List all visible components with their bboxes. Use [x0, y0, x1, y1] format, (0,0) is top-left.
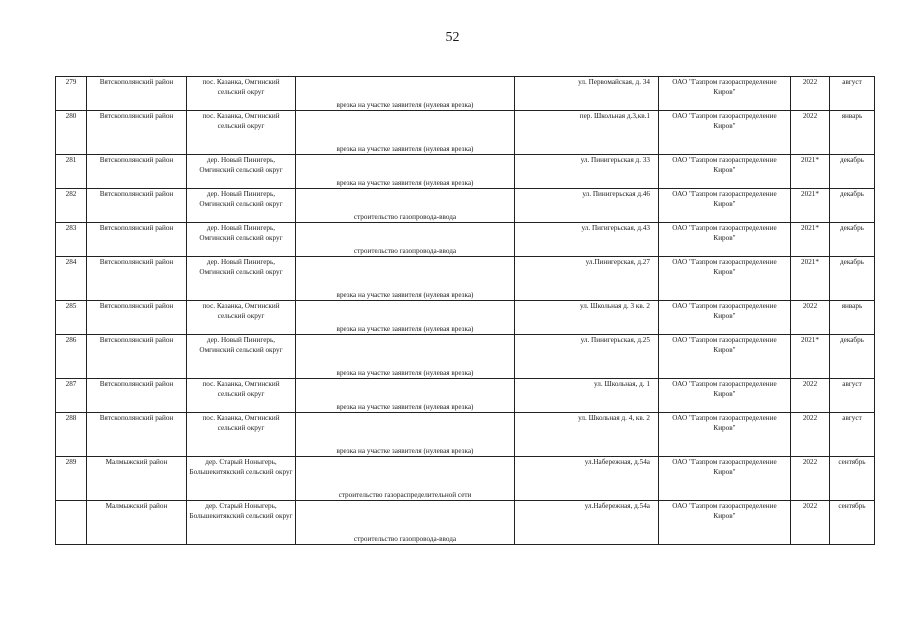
row-number-text: 288: [65, 414, 77, 422]
address-cell: [515, 77, 659, 111]
year-text: 2022: [802, 112, 818, 120]
district-cell: [87, 189, 187, 223]
address-cell: [515, 413, 659, 457]
settlement-text: дер. Новый Пинигерь, Омгинский сельский округ: [199, 224, 283, 243]
address-text: ул. Пинигерьская д.46: [582, 190, 650, 198]
settlement-cell: [187, 413, 296, 457]
row-number-text: 281: [65, 156, 77, 164]
row-number-text: 286: [65, 336, 77, 344]
month-cell: [830, 189, 875, 223]
row-number-cell: [56, 189, 87, 223]
month-cell: [830, 379, 875, 413]
row-number-cell: [56, 501, 87, 545]
address-text: ул.Набережная, д.54а: [584, 458, 650, 466]
settlement-cell: [187, 111, 296, 155]
row-number-cell: [56, 335, 87, 379]
year-text: 2022: [802, 458, 818, 466]
row-number-text: 279: [65, 78, 77, 86]
organization-cell: [659, 457, 791, 501]
month-cell: [830, 77, 875, 111]
organization-cell: [659, 501, 791, 545]
settlement-cell: [187, 301, 296, 335]
organization-text: ОАО "Газпром газораспределение Киров": [672, 224, 777, 243]
organization-text: ОАО "Газпром газораспределение Киров": [672, 336, 777, 355]
organization-text: ОАО "Газпром газораспределение Киров": [672, 380, 777, 399]
address-text: пер. Школьная д.3,кв.1: [579, 112, 650, 120]
year-cell: [791, 111, 830, 155]
year-cell: [791, 155, 830, 189]
row-number-cell: [56, 77, 87, 111]
district-cell: [87, 413, 187, 457]
address-text: ул. Пигигерьская, д.43: [581, 224, 650, 232]
year-text: 2022: [802, 78, 818, 86]
row-number-text: 282: [65, 190, 77, 198]
district-text: Вятскополянский район: [99, 190, 174, 198]
month-text: январь: [841, 112, 863, 120]
organization-text: ОАО "Газпром газораспределение Киров": [672, 502, 777, 521]
organization-text: ОАО "Газпром газораспределение Киров": [672, 414, 777, 433]
row-number-text: 287: [65, 380, 77, 388]
month-text: декабрь: [840, 224, 864, 232]
work-type-text: врезка на участке заявителя (нулевая врезка): [336, 402, 474, 411]
address-cell: [515, 111, 659, 155]
settlement-text: пос. Казанка, Омгинский сельский округ: [202, 112, 280, 131]
month-cell: [830, 457, 875, 501]
month-cell: [830, 335, 875, 379]
year-cell: [791, 379, 830, 413]
work-type-text: врезка на участке заявителя (нулевая врезка): [336, 290, 474, 299]
settlement-text: пос. Казанка, Омгинский сельский округ: [202, 380, 280, 399]
settlement-text: пос. Казанка, Омгинский сельский округ: [202, 302, 280, 321]
settlement-text: дер. Старый Ноныгерь, Большекитякский сельский округ: [189, 458, 293, 477]
organization-cell: [659, 77, 791, 111]
row-number-cell: [56, 413, 87, 457]
work-type-text: врезка на участке заявителя (нулевая врезка): [336, 144, 474, 153]
year-text: 2022: [802, 502, 818, 510]
address-cell: [515, 257, 659, 301]
settlement-text: дер. Новый Пинигерь, Омгинский сельский округ: [199, 336, 283, 355]
organization-text: ОАО "Газпром газораспределение Киров": [672, 258, 777, 277]
settlement-cell: [187, 155, 296, 189]
address-text: ул.Набережная, д.54а: [584, 502, 650, 510]
district-text: Малмыжский район: [105, 502, 168, 510]
year-text: 2021*: [801, 224, 819, 232]
address-text: ул. Школьная д. 4, кв. 2: [578, 414, 650, 422]
year-text: 2021*: [801, 190, 819, 198]
year-cell: [791, 413, 830, 457]
row-number-cell: [56, 301, 87, 335]
work-type-text: строительство газопровода-ввода: [353, 534, 457, 543]
district-text: Вятскополянский район: [99, 414, 174, 422]
table-row: [56, 77, 875, 111]
registry-table: [55, 76, 875, 545]
district-cell: [87, 379, 187, 413]
address-cell: [515, 189, 659, 223]
district-text: Вятскополянский район: [99, 78, 174, 86]
district-cell: [87, 77, 187, 111]
work-type-text: строительство газопровода-ввода: [353, 212, 457, 221]
month-text: декабрь: [840, 258, 864, 266]
address-cell: [515, 155, 659, 189]
settlement-cell: [187, 379, 296, 413]
work-type-cell: [296, 413, 515, 457]
organization-cell: [659, 335, 791, 379]
work-type-cell: [296, 111, 515, 155]
settlement-cell: [187, 457, 296, 501]
district-cell: [87, 111, 187, 155]
address-cell: [515, 379, 659, 413]
row-number-text: 283: [65, 224, 77, 232]
year-cell: [791, 335, 830, 379]
settlement-text: пос. Казанка, Омгинский сельский округ: [202, 414, 280, 433]
address-cell: [515, 501, 659, 545]
organization-cell: [659, 379, 791, 413]
work-type-cell: [296, 335, 515, 379]
month-text: декабрь: [840, 156, 864, 164]
row-number-cell: [56, 457, 87, 501]
settlement-cell: [187, 77, 296, 111]
work-type-cell: [296, 379, 515, 413]
table-row: [56, 457, 875, 501]
district-cell: [87, 501, 187, 545]
table-row: [56, 257, 875, 301]
organization-cell: [659, 111, 791, 155]
district-text: Вятскополянский район: [99, 112, 174, 120]
row-number-text: 285: [65, 302, 77, 310]
organization-text: ОАО "Газпром газораспределение Киров": [672, 190, 777, 209]
address-cell: [515, 301, 659, 335]
month-text: сентябрь: [838, 458, 866, 466]
work-type-text: строительство газопровода-ввода: [353, 246, 457, 255]
table-row: [56, 501, 875, 545]
year-text: 2021*: [801, 156, 819, 164]
organization-cell: [659, 223, 791, 257]
work-type-cell: [296, 189, 515, 223]
table-row: [56, 335, 875, 379]
organization-cell: [659, 257, 791, 301]
year-text: 2021*: [801, 258, 819, 266]
month-cell: [830, 257, 875, 301]
year-cell: [791, 77, 830, 111]
work-type-cell: [296, 257, 515, 301]
organization-text: ОАО "Газпром газораспределение Киров": [672, 78, 777, 97]
work-type-cell: [296, 155, 515, 189]
settlement-cell: [187, 223, 296, 257]
settlement-text: пос. Казанка, Омгинский сельский округ: [202, 78, 280, 97]
table-row: [56, 301, 875, 335]
year-cell: [791, 223, 830, 257]
row-number-cell: [56, 155, 87, 189]
month-text: август: [842, 78, 862, 86]
month-cell: [830, 155, 875, 189]
address-cell: [515, 457, 659, 501]
row-number-text: 289: [65, 458, 77, 466]
address-text: ул.Пинигерская, д.27: [585, 258, 650, 266]
settlement-cell: [187, 335, 296, 379]
year-cell: [791, 257, 830, 301]
district-cell: [87, 301, 187, 335]
settlement-cell: [187, 189, 296, 223]
month-text: август: [842, 380, 862, 388]
row-number-text: 284: [65, 258, 77, 266]
year-cell: [791, 189, 830, 223]
month-text: декабрь: [840, 336, 864, 344]
district-text: Вятскополянский район: [99, 302, 174, 310]
year-text: 2022: [802, 414, 818, 422]
district-text: Вятскополянский район: [99, 224, 174, 232]
settlement-text: дер. Новый Пинигерь, Омгинский сельский округ: [199, 156, 283, 175]
settlement-text: дер. Старый Ноныгерь, Большекитякский сельский округ: [189, 502, 293, 521]
district-cell: [87, 223, 187, 257]
district-cell: [87, 457, 187, 501]
table-row: [56, 189, 875, 223]
work-type-text: врезка на участке заявителя (нулевая врезка): [336, 446, 474, 455]
month-cell: [830, 413, 875, 457]
district-cell: [87, 257, 187, 301]
organization-text: ОАО "Газпром газораспределение Киров": [672, 458, 777, 477]
month-cell: [830, 111, 875, 155]
row-number-text: 280: [65, 112, 77, 120]
month-cell: [830, 501, 875, 545]
district-text: Вятскополянский район: [99, 336, 174, 344]
year-cell: [791, 501, 830, 545]
work-type-text: врезка на участке заявителя (нулевая врезка): [336, 178, 474, 187]
row-number-cell: [56, 223, 87, 257]
year-text: 2021*: [801, 336, 819, 344]
district-text: Вятскополянский район: [99, 156, 174, 164]
address-text: ул. Школьная, д. 1: [594, 380, 650, 388]
address-text: ул. Пинигерьская, д.25: [580, 336, 650, 344]
settlement-text: дер. Новый Пинигерь, Омгинский сельский округ: [199, 258, 283, 277]
table-row: [56, 155, 875, 189]
work-type-cell: [296, 301, 515, 335]
district-text: Вятскополянский район: [99, 380, 174, 388]
organization-text: ОАО "Газпром газораспределение Киров": [672, 156, 777, 175]
year-text: 2022: [802, 380, 818, 388]
month-text: август: [842, 414, 862, 422]
address-text: ул. Первомайская, д. 34: [578, 78, 650, 86]
work-type-text: врезка на участке заявителя (нулевая врезка): [336, 100, 474, 109]
table-row: [56, 223, 875, 257]
work-type-text: врезка на участке заявителя (нулевая врезка): [336, 324, 474, 333]
month-cell: [830, 301, 875, 335]
table-row: [56, 379, 875, 413]
organization-cell: [659, 301, 791, 335]
district-cell: [87, 335, 187, 379]
work-type-text: врезка на участке заявителя (нулевая врезка): [336, 368, 474, 377]
month-text: сентябрь: [838, 502, 866, 510]
month-text: январь: [841, 302, 863, 310]
address-text: ул. Пинигерьская д. 33: [580, 156, 650, 164]
settlement-text: дер. Новый Пинигерь, Омгинский сельский округ: [199, 190, 283, 209]
table-row: [56, 413, 875, 457]
organization-cell: [659, 413, 791, 457]
organization-cell: [659, 155, 791, 189]
organization-cell: [659, 189, 791, 223]
row-number-cell: [56, 379, 87, 413]
work-type-cell: [296, 501, 515, 545]
year-text: 2022: [802, 302, 818, 310]
row-number-cell: [56, 257, 87, 301]
year-cell: [791, 457, 830, 501]
settlement-cell: [187, 501, 296, 545]
work-type-text: строительство газораспределительной сети: [338, 490, 472, 499]
registry-table-body: [56, 77, 875, 545]
district-text: Малмыжский район: [105, 458, 168, 466]
month-text: декабрь: [840, 190, 864, 198]
page-number: 52: [445, 30, 460, 45]
work-type-cell: [296, 77, 515, 111]
address-text: ул. Школьная д. 3 кв. 2: [579, 302, 650, 310]
district-cell: [87, 155, 187, 189]
settlement-cell: [187, 257, 296, 301]
address-cell: [515, 223, 659, 257]
organization-text: ОАО "Газпром газораспределение Киров": [672, 112, 777, 131]
work-type-cell: [296, 223, 515, 257]
district-text: Вятскополянский район: [99, 258, 174, 266]
work-type-cell: [296, 457, 515, 501]
row-number-cell: [56, 111, 87, 155]
address-cell: [515, 335, 659, 379]
year-cell: [791, 301, 830, 335]
table-row: [56, 111, 875, 155]
month-cell: [830, 223, 875, 257]
organization-text: ОАО "Газпром газораспределение Киров": [672, 302, 777, 321]
